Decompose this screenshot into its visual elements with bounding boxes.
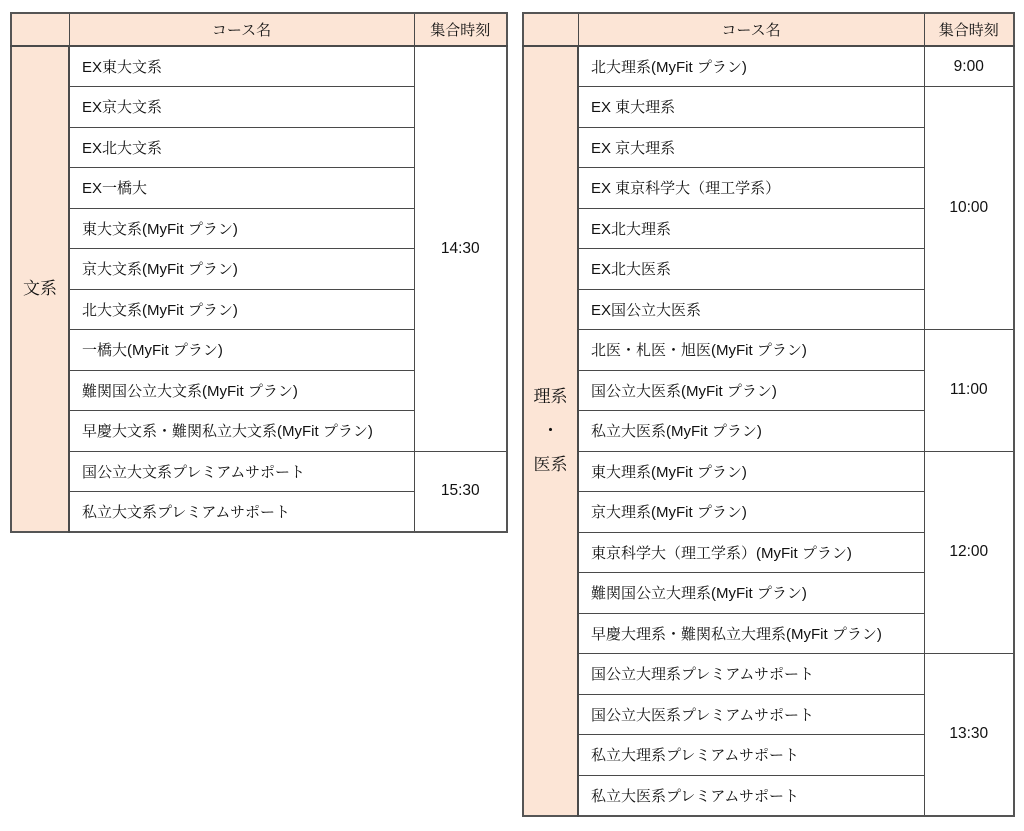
course-name-cell: 北大文系(MyFit プラン)	[69, 289, 414, 330]
meeting-time-cell: 10:00	[924, 87, 1014, 330]
course-name-cell: 早慶大理系・難関私立大理系(MyFit プラン)	[578, 613, 924, 654]
course-name-cell: EX東大文系	[69, 46, 414, 87]
course-row	[523, 654, 1014, 695]
meeting-time-cell: 13:30	[924, 654, 1014, 816]
course-name-cell: 私立大医系(MyFit プラン)	[578, 411, 924, 452]
course-name-cell: 北大理系(MyFit プラン)	[578, 46, 924, 87]
course-name-cell: EX国公立大医系	[578, 289, 924, 330]
category-label-line: 理系	[533, 386, 568, 406]
course-name-cell: EX北大文系	[69, 127, 414, 168]
course-name-cell: 一橋大(MyFit プラン)	[69, 330, 414, 371]
category-label-line: ・	[542, 420, 559, 440]
course-name-cell: 東大理系(MyFit プラン)	[578, 451, 924, 492]
science-medical-schedule-section	[522, 12, 1015, 817]
course-name-cell: 東大文系(MyFit プラン)	[69, 208, 414, 249]
course-name-cell: EX北大理系	[578, 208, 924, 249]
meeting-time-cell: 14:30	[414, 46, 507, 451]
course-name-cell: 京大文系(MyFit プラン)	[69, 249, 414, 290]
bunkei-schedule-table	[10, 12, 508, 533]
course-name-cell: 国公立大理系プレミアムサポート	[578, 654, 924, 695]
course-name-cell: EX 東京科学大（理工学系）	[578, 168, 924, 209]
course-name-cell: EX北大医系	[578, 249, 924, 290]
course-name-cell: 国公立大医系(MyFit プラン)	[578, 370, 924, 411]
meeting-time-column-header: 集合時刻	[414, 13, 507, 46]
course-row	[523, 451, 1014, 492]
course-name-cell: 私立大文系プレミアムサポート	[69, 492, 414, 533]
corner-cell	[523, 13, 578, 46]
course-row	[523, 46, 1014, 87]
header-row	[523, 13, 1014, 46]
course-row	[523, 87, 1014, 128]
course-name-cell: 北医・札医・旭医(MyFit プラン)	[578, 330, 924, 371]
course-name-cell: 国公立大医系プレミアムサポート	[578, 694, 924, 735]
header-row	[11, 13, 507, 46]
meeting-time-cell: 11:00	[924, 330, 1014, 452]
corner-cell	[11, 13, 69, 46]
course-name-cell: EX 東大理系	[578, 87, 924, 128]
course-name-cell: 難関国公立大文系(MyFit プラン)	[69, 370, 414, 411]
course-name-cell: 早慶大文系・難関私立大文系(MyFit プラン)	[69, 411, 414, 452]
course-name-cell: 難関国公立大理系(MyFit プラン)	[578, 573, 924, 614]
course-name-cell: 私立大理系プレミアムサポート	[578, 735, 924, 776]
course-name-cell: 私立大医系プレミアムサポート	[578, 775, 924, 816]
rikei-ikei-schedule-table	[522, 12, 1015, 817]
course-name-cell: EX京大文系	[69, 87, 414, 128]
category-cell	[11, 46, 69, 532]
course-row	[11, 46, 507, 87]
course-name-cell: EX 京大理系	[578, 127, 924, 168]
humanities-schedule-section	[10, 12, 508, 533]
course-name-cell: 国公立大文系プレミアムサポート	[69, 451, 414, 492]
course-row	[523, 330, 1014, 371]
course-row	[11, 451, 507, 492]
course-name-column-header: コース名	[69, 13, 414, 46]
category-label-line: 文系	[23, 279, 57, 298]
meeting-time-cell: 12:00	[924, 451, 1014, 654]
course-name-cell: 京大理系(MyFit プラン)	[578, 492, 924, 533]
category-cell	[523, 46, 578, 816]
category-label-line: 医系	[533, 454, 568, 474]
course-name-cell: 東京科学大（理工学系）(MyFit プラン)	[578, 532, 924, 573]
meeting-time-column-header: 集合時刻	[924, 13, 1014, 46]
meeting-time-cell: 15:30	[414, 451, 507, 532]
meeting-time-cell: 9:00	[924, 46, 1014, 87]
course-name-cell: EX一橋大	[69, 168, 414, 209]
course-name-column-header: コース名	[578, 13, 924, 46]
